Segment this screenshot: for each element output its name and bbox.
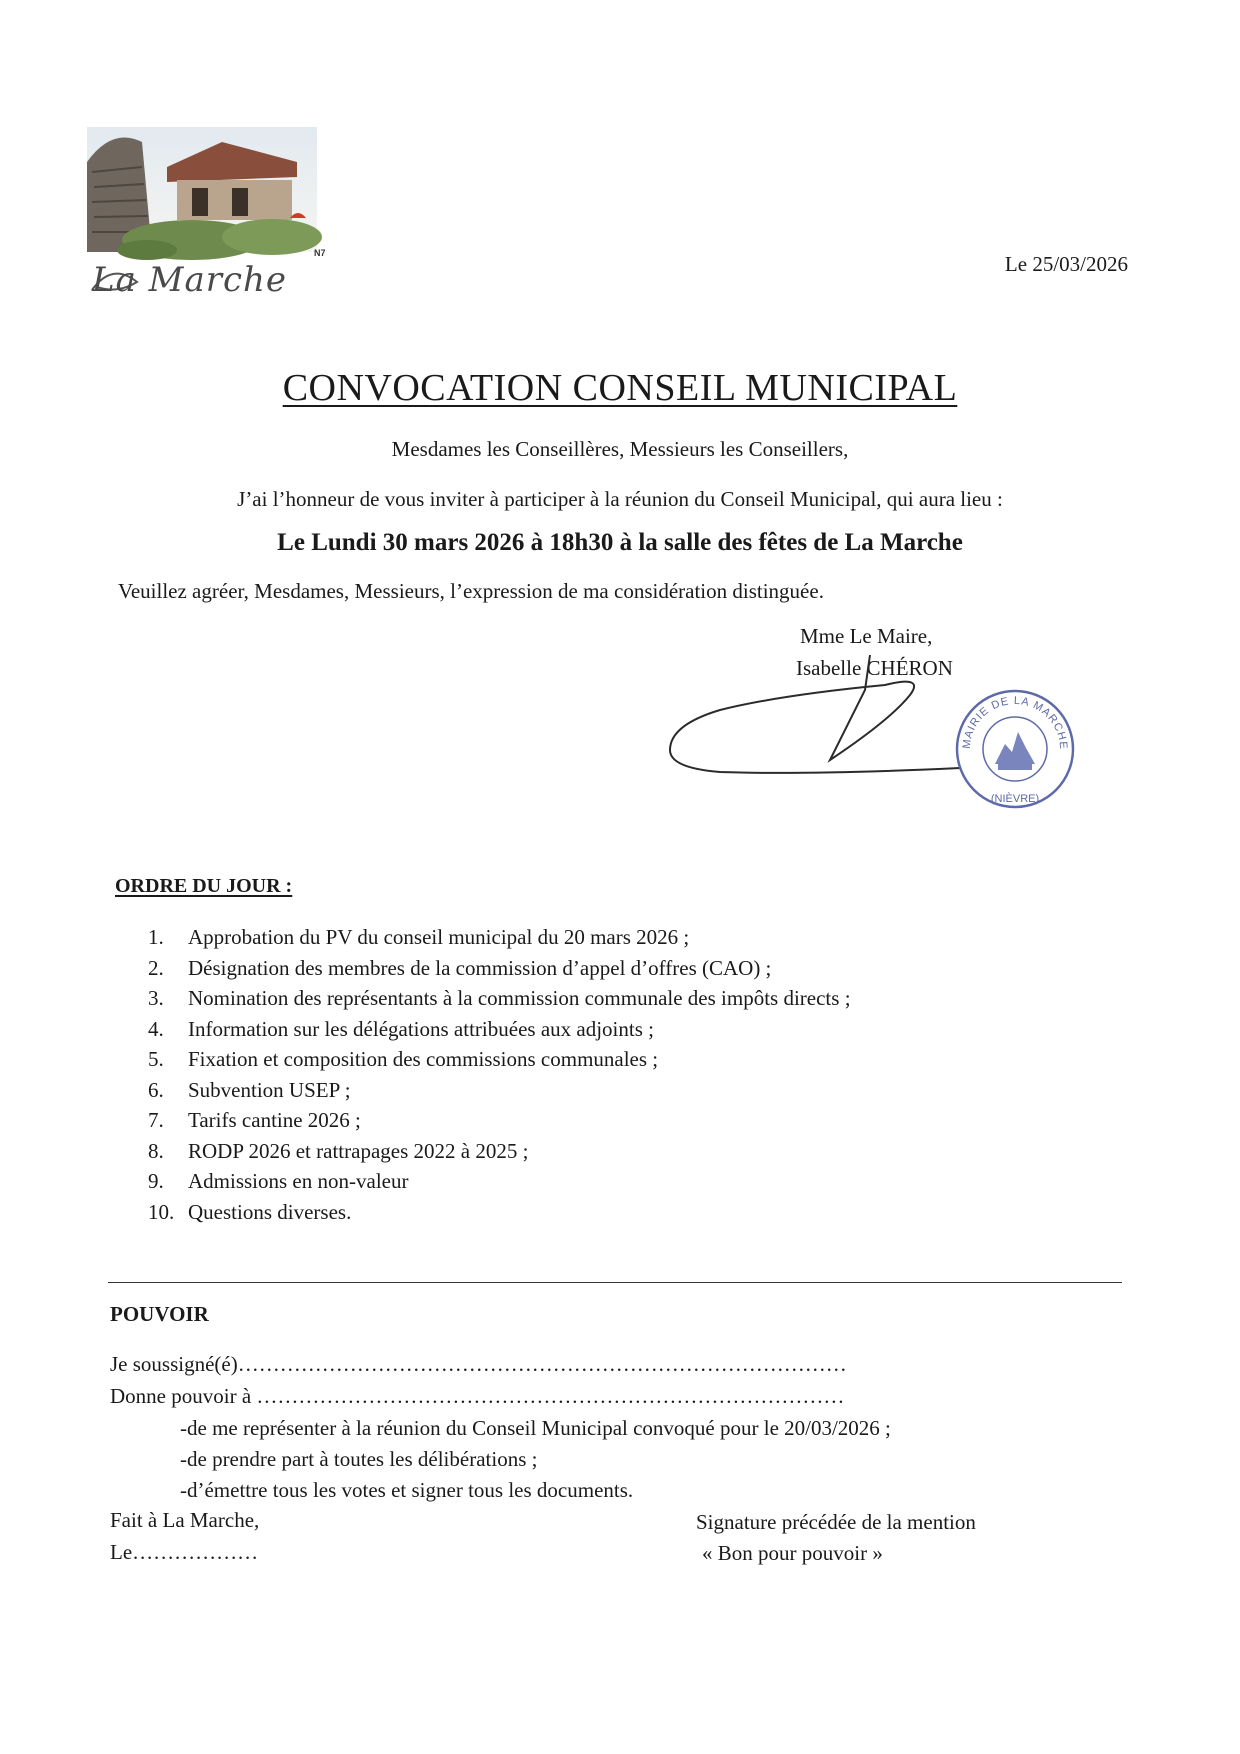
stamp-bottom-text: (NIÈVRE) bbox=[990, 793, 1040, 805]
agenda-item: 9. Admissions en non-valeur bbox=[148, 1169, 409, 1193]
soussigne-line: Je soussigné(é)…………………………………………………………………………… bbox=[110, 1352, 847, 1376]
pouvoir-heading: POUVOIR bbox=[110, 1302, 209, 1326]
salutation: Mesdames les Conseillères, Messieurs les Conseillers, bbox=[391, 437, 849, 461]
agenda-item: 3. Nomination des représentants à la commission communale des impôts directs ; bbox=[148, 986, 851, 1010]
handwritten-signature bbox=[660, 650, 980, 780]
signatory-title: Mme Le Maire, bbox=[800, 624, 933, 648]
logo-badge: N7 bbox=[314, 248, 326, 258]
document-date: Le 25/03/2026 bbox=[1004, 252, 1128, 276]
logo-text: La Marche bbox=[92, 260, 288, 300]
bon-pour-pouvoir: « Bon pour pouvoir » bbox=[702, 1541, 883, 1565]
village-logo bbox=[82, 122, 342, 307]
municipal-stamp-icon bbox=[950, 684, 1080, 814]
date-blank-line: Le……………… bbox=[110, 1540, 259, 1564]
agenda-item: 5. Fixation et composition des commissions communales ; bbox=[148, 1047, 659, 1071]
meeting-details: Le Lundi 30 mars 2026 à 18h30 à la salle des fêtes de La Marche bbox=[277, 529, 963, 556]
signature-label: Signature précédée de la mention bbox=[696, 1510, 976, 1534]
fait-a-line: Fait à La Marche, bbox=[110, 1508, 260, 1532]
donne-pouvoir-line: Donne pouvoir à ………………………………………………………………………… bbox=[110, 1384, 845, 1408]
svg-text:MAIRIE DE LA MARCHE: MAIRIE DE LA MARCHE bbox=[960, 694, 1070, 751]
document-title: CONVOCATION CONSEIL MUNICIPAL bbox=[282, 367, 958, 409]
pouvoir-clause-1: -de me représenter à la réunion du Conseil Municipal convoqué pour le 20/03/2026 ; bbox=[180, 1416, 891, 1440]
signatory-name: Isabelle CHÉRON bbox=[796, 656, 953, 680]
agenda-item: 8. RODP 2026 et rattrapages 2022 à 2025 ; bbox=[148, 1138, 529, 1163]
agenda-item: 4. Information sur les délégations attribuées aux adjoints ; bbox=[148, 1016, 654, 1041]
agenda-item: 10. Questions diverses. bbox=[148, 1199, 352, 1224]
intro-paragraph: J’ai l’honneur de vous inviter à participer à la réunion du Conseil Municipal, qui aura lieu : bbox=[237, 487, 1003, 511]
agenda-item: 7. Tarifs cantine 2026 ; bbox=[148, 1108, 361, 1132]
agenda-item: 6. Subvention USEP ; bbox=[148, 1077, 351, 1102]
agenda-list bbox=[148, 922, 851, 1227]
agenda-item: 1. Approbation du PV du conseil municipal du 20 mars 2026 ; bbox=[148, 925, 690, 949]
agenda-item: 2. Désignation des membres de la commission d’appel d’offres (CAO) ; bbox=[148, 955, 772, 980]
agenda-heading: ORDRE DU JOUR : bbox=[115, 875, 293, 897]
pouvoir-clause-2: -de prendre part à toutes les délibérations ; bbox=[180, 1447, 538, 1471]
closing-formula: Veuillez agréer, Mesdames, Messieurs, l’expression de ma considération distinguée. bbox=[118, 579, 824, 603]
pouvoir-clause-3: -d’émettre tous les votes et signer tous les documents. bbox=[180, 1478, 634, 1502]
section-divider bbox=[108, 1282, 1122, 1283]
